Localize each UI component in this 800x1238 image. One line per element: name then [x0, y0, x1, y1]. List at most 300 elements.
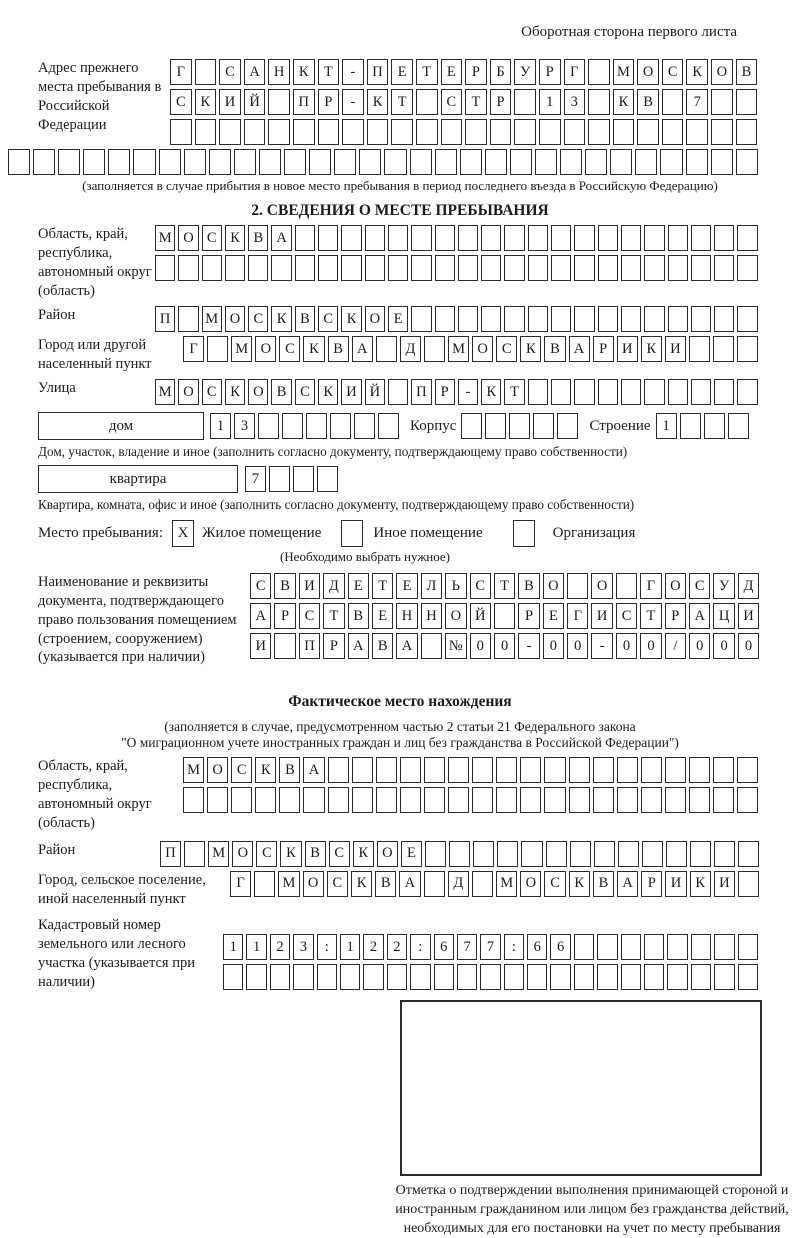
char-cell[interactable] — [33, 149, 55, 175]
char-cell[interactable]: А — [689, 603, 710, 629]
char-cell[interactable] — [184, 841, 205, 867]
char-cell[interactable] — [410, 964, 430, 990]
char-cell[interactable] — [352, 787, 373, 813]
char-cell[interactable]: С — [689, 573, 710, 599]
char-cell[interactable] — [686, 149, 708, 175]
char-cell[interactable] — [539, 119, 561, 145]
char-cell[interactable] — [388, 255, 408, 281]
char-cell[interactable] — [435, 149, 457, 175]
char-cell[interactable]: : — [317, 934, 337, 960]
char-cell[interactable]: Е — [391, 59, 413, 85]
char-cell[interactable]: В — [328, 336, 349, 362]
char-cell[interactable] — [557, 413, 578, 439]
char-cell[interactable]: И — [617, 336, 638, 362]
char-cell[interactable] — [293, 466, 314, 492]
char-cell[interactable]: К — [303, 336, 324, 362]
char-cell[interactable] — [490, 119, 512, 145]
char-cell[interactable]: А — [352, 336, 373, 362]
char-cell[interactable]: К — [271, 306, 291, 332]
char-cell[interactable] — [496, 757, 517, 783]
char-cell[interactable] — [533, 413, 554, 439]
char-cell[interactable] — [509, 413, 530, 439]
char-cell[interactable]: С — [202, 379, 222, 405]
char-cell[interactable]: С — [231, 757, 252, 783]
char-cell[interactable] — [400, 757, 421, 783]
char-cell[interactable]: И — [665, 871, 686, 897]
char-cell[interactable] — [8, 149, 30, 175]
char-cell[interactable] — [621, 255, 641, 281]
char-cell[interactable] — [527, 964, 547, 990]
char-cell[interactable]: О — [178, 225, 198, 251]
char-cell[interactable] — [363, 964, 383, 990]
char-cell[interactable]: Р — [465, 59, 487, 85]
char-cell[interactable] — [178, 255, 198, 281]
char-cell[interactable] — [270, 964, 290, 990]
char-cell[interactable] — [295, 225, 315, 251]
char-cell[interactable]: К — [520, 336, 541, 362]
char-cell[interactable] — [691, 306, 711, 332]
checkbox-residential[interactable]: X — [172, 520, 194, 547]
char-cell[interactable] — [435, 255, 455, 281]
char-cell[interactable]: Т — [504, 379, 524, 405]
char-cell[interactable] — [738, 871, 759, 897]
char-cell[interactable] — [425, 841, 446, 867]
char-cell[interactable] — [680, 413, 701, 439]
char-cell[interactable] — [574, 379, 594, 405]
char-cell[interactable] — [597, 934, 617, 960]
char-cell[interactable] — [504, 964, 524, 990]
char-cell[interactable] — [282, 413, 303, 439]
char-cell[interactable] — [448, 787, 469, 813]
char-cell[interactable] — [597, 964, 617, 990]
char-cell[interactable] — [610, 149, 632, 175]
char-cell[interactable] — [472, 787, 493, 813]
char-cell[interactable]: О — [207, 757, 228, 783]
char-cell[interactable] — [598, 306, 618, 332]
char-cell[interactable] — [738, 934, 758, 960]
char-cell[interactable]: 0 — [640, 633, 661, 659]
char-cell[interactable] — [376, 787, 397, 813]
char-cell[interactable]: 1 — [223, 934, 243, 960]
char-cell[interactable] — [594, 841, 615, 867]
char-cell[interactable]: К — [690, 871, 711, 897]
char-cell[interactable]: 0 — [738, 633, 759, 659]
char-cell[interactable] — [254, 871, 275, 897]
char-cell[interactable]: С — [327, 871, 348, 897]
char-cell[interactable]: Т — [372, 573, 393, 599]
char-cell[interactable] — [551, 225, 571, 251]
char-cell[interactable]: М — [231, 336, 252, 362]
char-cell[interactable]: С — [441, 89, 463, 115]
char-cell[interactable]: М — [183, 757, 204, 783]
char-cell[interactable] — [387, 964, 407, 990]
char-cell[interactable] — [435, 225, 455, 251]
char-cell[interactable]: О — [303, 871, 324, 897]
char-cell[interactable]: М — [155, 379, 175, 405]
char-cell[interactable] — [569, 787, 590, 813]
char-cell[interactable] — [560, 149, 582, 175]
char-cell[interactable] — [574, 255, 594, 281]
char-cell[interactable] — [737, 336, 758, 362]
char-cell[interactable]: М — [208, 841, 229, 867]
char-cell[interactable] — [207, 787, 228, 813]
char-cell[interactable]: Е — [401, 841, 422, 867]
char-cell[interactable] — [480, 964, 500, 990]
char-cell[interactable]: 6 — [527, 934, 547, 960]
char-cell[interactable]: Т — [640, 603, 661, 629]
char-cell[interactable]: С — [662, 59, 684, 85]
char-cell[interactable]: 1 — [210, 413, 231, 439]
char-cell[interactable]: О — [520, 871, 541, 897]
char-cell[interactable]: Г — [564, 59, 586, 85]
char-cell[interactable] — [738, 841, 759, 867]
char-cell[interactable]: С — [219, 59, 241, 85]
char-cell[interactable] — [535, 149, 557, 175]
char-cell[interactable]: С — [616, 603, 637, 629]
char-cell[interactable]: Л — [421, 573, 442, 599]
char-cell[interactable]: В — [295, 306, 315, 332]
char-cell[interactable] — [668, 379, 688, 405]
char-cell[interactable] — [551, 306, 571, 332]
char-cell[interactable]: О — [637, 59, 659, 85]
char-cell[interactable]: А — [617, 871, 638, 897]
char-cell[interactable]: Р — [641, 871, 662, 897]
char-cell[interactable]: Р — [323, 633, 344, 659]
char-cell[interactable] — [665, 787, 686, 813]
char-cell[interactable] — [713, 787, 734, 813]
char-cell[interactable] — [341, 225, 361, 251]
char-cell[interactable]: К — [293, 59, 315, 85]
char-cell[interactable]: Р — [593, 336, 614, 362]
char-cell[interactable] — [644, 306, 664, 332]
char-cell[interactable]: Е — [388, 306, 408, 332]
char-cell[interactable] — [159, 149, 181, 175]
char-cell[interactable]: С — [279, 336, 300, 362]
char-cell[interactable]: О — [711, 59, 733, 85]
char-cell[interactable]: - — [342, 59, 364, 85]
char-cell[interactable] — [268, 89, 290, 115]
char-cell[interactable] — [108, 149, 130, 175]
char-cell[interactable]: А — [303, 757, 324, 783]
char-cell[interactable] — [246, 964, 266, 990]
char-cell[interactable] — [458, 306, 478, 332]
char-cell[interactable]: 0 — [543, 633, 564, 659]
char-cell[interactable]: Н — [396, 603, 417, 629]
char-cell[interactable] — [411, 306, 431, 332]
char-cell[interactable]: В — [271, 379, 291, 405]
char-cell[interactable]: 2 — [387, 934, 407, 960]
char-cell[interactable]: / — [665, 633, 686, 659]
char-cell[interactable]: В — [637, 89, 659, 115]
char-cell[interactable]: Д — [448, 871, 469, 897]
char-cell[interactable] — [133, 149, 155, 175]
char-cell[interactable]: 2 — [363, 934, 383, 960]
char-cell[interactable]: К — [280, 841, 301, 867]
char-cell[interactable]: А — [348, 633, 369, 659]
char-cell[interactable] — [644, 255, 664, 281]
char-cell[interactable]: В — [544, 336, 565, 362]
char-cell[interactable] — [460, 149, 482, 175]
char-cell[interactable]: О — [178, 379, 198, 405]
char-cell[interactable] — [274, 633, 295, 659]
char-cell[interactable] — [170, 119, 192, 145]
char-cell[interactable]: С — [299, 603, 320, 629]
char-cell[interactable] — [736, 119, 758, 145]
char-cell[interactable] — [209, 149, 231, 175]
char-cell[interactable] — [521, 841, 542, 867]
char-cell[interactable]: В — [375, 871, 396, 897]
char-cell[interactable] — [644, 225, 664, 251]
char-cell[interactable] — [711, 119, 733, 145]
char-cell[interactable]: Д — [738, 573, 759, 599]
char-cell[interactable] — [593, 787, 614, 813]
char-cell[interactable]: О — [225, 306, 245, 332]
char-cell[interactable] — [598, 225, 618, 251]
char-cell[interactable] — [618, 841, 639, 867]
char-cell[interactable]: О — [445, 603, 466, 629]
char-cell[interactable]: Р — [665, 603, 686, 629]
char-cell[interactable] — [400, 787, 421, 813]
char-cell[interactable] — [728, 413, 749, 439]
char-cell[interactable] — [448, 757, 469, 783]
char-cell[interactable] — [195, 119, 217, 145]
char-cell[interactable] — [485, 413, 506, 439]
char-cell[interactable] — [621, 306, 641, 332]
char-cell[interactable] — [318, 119, 340, 145]
char-cell[interactable] — [388, 225, 408, 251]
char-cell[interactable] — [689, 757, 710, 783]
char-cell[interactable]: 3 — [564, 89, 586, 115]
char-cell[interactable]: Р — [539, 59, 561, 85]
char-cell[interactable] — [617, 757, 638, 783]
char-cell[interactable] — [183, 787, 204, 813]
char-cell[interactable]: Ь — [445, 573, 466, 599]
char-cell[interactable] — [667, 934, 687, 960]
char-cell[interactable]: Т — [416, 59, 438, 85]
char-cell[interactable] — [520, 787, 541, 813]
char-cell[interactable]: № — [445, 633, 466, 659]
char-cell[interactable] — [376, 336, 397, 362]
char-cell[interactable]: О — [365, 306, 385, 332]
char-cell[interactable] — [465, 119, 487, 145]
char-cell[interactable]: О — [543, 573, 564, 599]
char-cell[interactable] — [225, 255, 245, 281]
char-cell[interactable] — [691, 964, 711, 990]
char-cell[interactable] — [711, 149, 733, 175]
char-cell[interactable]: К — [318, 379, 338, 405]
char-cell[interactable] — [704, 413, 725, 439]
char-cell[interactable]: А — [569, 336, 590, 362]
char-cell[interactable] — [686, 119, 708, 145]
char-cell[interactable] — [569, 757, 590, 783]
char-cell[interactable] — [737, 757, 758, 783]
char-cell[interactable]: В — [348, 603, 369, 629]
char-cell[interactable]: 7 — [686, 89, 708, 115]
char-cell[interactable] — [689, 787, 710, 813]
char-cell[interactable]: Д — [400, 336, 421, 362]
char-cell[interactable] — [528, 255, 548, 281]
char-cell[interactable]: С — [496, 336, 517, 362]
char-cell[interactable] — [737, 255, 757, 281]
char-cell[interactable]: Р — [518, 603, 539, 629]
char-cell[interactable] — [504, 306, 524, 332]
char-cell[interactable] — [737, 787, 758, 813]
char-cell[interactable]: - — [342, 89, 364, 115]
char-cell[interactable]: К — [641, 336, 662, 362]
char-cell[interactable]: В — [305, 841, 326, 867]
char-cell[interactable] — [317, 466, 338, 492]
char-cell[interactable] — [259, 149, 281, 175]
char-cell[interactable] — [691, 225, 711, 251]
char-cell[interactable]: В — [372, 633, 393, 659]
char-cell[interactable] — [342, 119, 364, 145]
char-cell[interactable]: Й — [365, 379, 385, 405]
char-cell[interactable]: Р — [435, 379, 455, 405]
char-cell[interactable]: С — [318, 306, 338, 332]
char-cell[interactable] — [510, 149, 532, 175]
char-cell[interactable] — [184, 149, 206, 175]
char-cell[interactable]: 7 — [245, 466, 266, 492]
char-cell[interactable]: 1 — [656, 413, 677, 439]
char-cell[interactable] — [714, 964, 734, 990]
char-cell[interactable]: Б — [490, 59, 512, 85]
char-cell[interactable]: В — [248, 225, 268, 251]
char-cell[interactable]: С — [250, 573, 271, 599]
char-cell[interactable] — [617, 787, 638, 813]
char-cell[interactable] — [551, 379, 571, 405]
char-cell[interactable]: П — [293, 89, 315, 115]
char-cell[interactable]: С — [248, 306, 268, 332]
char-cell[interactable]: С — [329, 841, 350, 867]
char-cell[interactable]: К — [613, 89, 635, 115]
char-cell[interactable]: И — [299, 573, 320, 599]
char-cell[interactable] — [691, 255, 711, 281]
char-cell[interactable]: И — [219, 89, 241, 115]
char-cell[interactable]: М — [613, 59, 635, 85]
char-cell[interactable] — [504, 225, 524, 251]
char-cell[interactable] — [411, 225, 431, 251]
char-cell[interactable] — [359, 149, 381, 175]
char-cell[interactable] — [644, 934, 664, 960]
char-cell[interactable] — [421, 633, 442, 659]
char-cell[interactable]: С — [256, 841, 277, 867]
char-cell[interactable] — [570, 841, 591, 867]
char-cell[interactable]: 0 — [470, 633, 491, 659]
char-cell[interactable]: К — [225, 225, 245, 251]
char-cell[interactable] — [585, 149, 607, 175]
char-cell[interactable] — [341, 255, 361, 281]
char-cell[interactable]: 0 — [713, 633, 734, 659]
char-cell[interactable] — [668, 255, 688, 281]
char-cell[interactable] — [318, 255, 338, 281]
char-cell[interactable]: К — [481, 379, 501, 405]
char-cell[interactable] — [58, 149, 80, 175]
char-cell[interactable]: 7 — [457, 934, 477, 960]
char-cell[interactable] — [641, 757, 662, 783]
char-cell[interactable] — [588, 89, 610, 115]
char-cell[interactable]: К — [353, 841, 374, 867]
char-cell[interactable] — [598, 379, 618, 405]
char-cell[interactable] — [295, 255, 315, 281]
char-cell[interactable] — [551, 255, 571, 281]
char-cell[interactable] — [711, 89, 733, 115]
char-cell[interactable] — [621, 379, 641, 405]
char-cell[interactable]: К — [367, 89, 389, 115]
char-cell[interactable]: - — [518, 633, 539, 659]
char-cell[interactable] — [384, 149, 406, 175]
char-cell[interactable]: П — [411, 379, 431, 405]
char-cell[interactable] — [546, 841, 567, 867]
char-cell[interactable]: Ц — [713, 603, 734, 629]
char-cell[interactable]: И — [250, 633, 271, 659]
char-cell[interactable] — [155, 255, 175, 281]
char-cell[interactable] — [660, 149, 682, 175]
char-cell[interactable]: Т — [318, 59, 340, 85]
char-cell[interactable] — [441, 119, 463, 145]
char-cell[interactable] — [689, 336, 710, 362]
char-cell[interactable] — [231, 787, 252, 813]
char-cell[interactable] — [317, 964, 337, 990]
char-cell[interactable]: Т — [323, 603, 344, 629]
char-cell[interactable]: А — [399, 871, 420, 897]
char-cell[interactable] — [494, 603, 515, 629]
char-cell[interactable]: 3 — [234, 413, 255, 439]
char-cell[interactable] — [485, 149, 507, 175]
char-cell[interactable] — [424, 871, 445, 897]
char-cell[interactable]: У — [713, 573, 734, 599]
char-cell[interactable]: К — [225, 379, 245, 405]
char-cell[interactable] — [223, 964, 243, 990]
char-cell[interactable]: У — [514, 59, 536, 85]
char-cell[interactable] — [714, 379, 734, 405]
char-cell[interactable] — [621, 934, 641, 960]
char-cell[interactable]: К — [255, 757, 276, 783]
char-cell[interactable] — [293, 964, 313, 990]
char-cell[interactable] — [416, 119, 438, 145]
char-cell[interactable] — [690, 841, 711, 867]
char-cell[interactable] — [691, 379, 711, 405]
char-cell[interactable] — [641, 787, 662, 813]
char-cell[interactable]: 0 — [689, 633, 710, 659]
char-cell[interactable]: В — [274, 573, 295, 599]
char-cell[interactable] — [391, 119, 413, 145]
char-cell[interactable] — [258, 413, 279, 439]
char-cell[interactable] — [458, 225, 478, 251]
char-cell[interactable]: - — [591, 633, 612, 659]
char-cell[interactable]: А — [244, 59, 266, 85]
char-cell[interactable] — [738, 964, 758, 990]
char-cell[interactable]: С — [170, 89, 192, 115]
char-cell[interactable] — [328, 787, 349, 813]
char-cell[interactable]: О — [232, 841, 253, 867]
char-cell[interactable]: О — [665, 573, 686, 599]
char-cell[interactable] — [481, 306, 501, 332]
char-cell[interactable]: М — [202, 306, 222, 332]
char-cell[interactable]: И — [714, 871, 735, 897]
char-cell[interactable] — [178, 306, 198, 332]
char-cell[interactable] — [567, 573, 588, 599]
char-cell[interactable] — [504, 255, 524, 281]
char-cell[interactable]: 0 — [616, 633, 637, 659]
char-cell[interactable] — [284, 149, 306, 175]
char-cell[interactable] — [219, 119, 241, 145]
char-cell[interactable] — [367, 119, 389, 145]
char-cell[interactable] — [449, 841, 470, 867]
char-cell[interactable]: М — [278, 871, 299, 897]
char-cell[interactable] — [306, 413, 327, 439]
char-cell[interactable]: 1 — [340, 934, 360, 960]
char-cell[interactable]: П — [299, 633, 320, 659]
